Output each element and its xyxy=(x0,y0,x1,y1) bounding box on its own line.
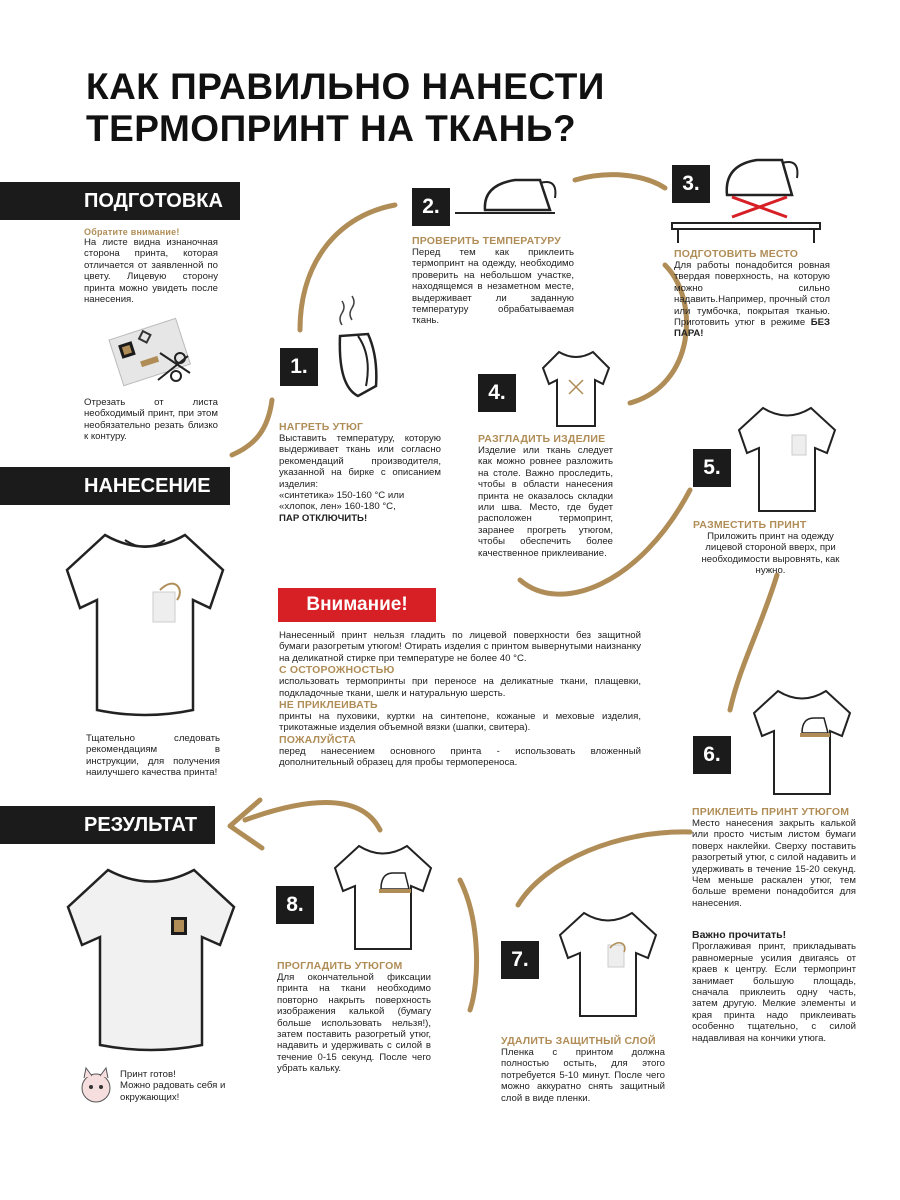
tshirt-smooth-icon xyxy=(541,350,611,430)
title-line-1: КАК ПРАВИЛЬНО НАНЕСТИ xyxy=(86,66,605,107)
prep-text: На листе видна изнаночная сторона принта, которая отличается от заявленной по цвету. Лицевую сторону принта можно увидеть после нанесения. xyxy=(84,237,218,306)
result-note-line-3: окружающих! xyxy=(120,1091,180,1103)
iron-icon xyxy=(455,165,565,225)
section-apply-label: НАНЕСЕНИЕ xyxy=(84,475,211,497)
tshirt-apply-icon xyxy=(65,530,225,720)
step-1-number: 1. xyxy=(280,348,318,386)
step-4-number: 4. xyxy=(478,374,516,412)
step-4-text: Изделие или ткань следует как можно ровнее разложить на столе. Важно проследить, чтобы в области нанесения принта не оказалось складки или шва. Место, где будет расположен термопринт, заранее прогреть утюгом, чтобы обеспечить более качественное приклеивание. xyxy=(478,445,613,559)
step-8 xyxy=(277,960,431,1075)
apply-note: Тщательно следовать рекомендациям в инструкции, для получения наилучшего качества принта! xyxy=(86,733,220,779)
step-8-title: ПРОГЛАДИТЬ УТЮГОМ xyxy=(277,960,403,972)
step-2-number: 2. xyxy=(412,188,450,226)
step-1-text: Выставить температуру, которую выдерживает ткань или согласно рекомендаций производителя, указанной на бирке с описанием изделия: xyxy=(279,433,441,490)
step-8-text: Для окончательной фиксации принта на ткани необходимо повторно накрыть поверхность изображения калькой (бумагу больше использовать нельзя!), затем поставить разогретый утюг, надавить и удерживать с силой в течение 0-15 секунд. После чего убрать кальку. xyxy=(277,972,431,1075)
table-no-steam-icon xyxy=(672,135,822,245)
step-5 xyxy=(693,519,848,577)
warning-text-3: принты на пуховики, куртки на синтепоне, кожаные и меховые изделия, трикотажные изделия объемной вязки (шапки, свитера). xyxy=(279,711,641,734)
step-5-title: РАЗМЕСТИТЬ ПРИНТ xyxy=(693,519,807,531)
step-3-title: ПОДГОТОВИТЬ МЕСТО xyxy=(674,248,799,260)
step-7 xyxy=(501,1035,665,1104)
step-1 xyxy=(279,421,441,524)
step-1-steam-off: ПАР ОТКЛЮЧИТЬ! xyxy=(279,512,368,524)
warning-text-2: использовать термопринты при переносе на деликатные ткани, плащевки, подкладочные ткани, шелк и натуральную шерсть. xyxy=(279,676,641,699)
tshirt-final-iron-icon xyxy=(333,843,433,953)
tshirt-peel-film-icon xyxy=(558,910,658,1020)
step-1-title: НАГРЕТЬ УТЮГ xyxy=(279,421,364,433)
section-result xyxy=(0,806,215,844)
step-2 xyxy=(412,235,574,327)
step-5-text: Приложить принт на одежду лицевой стороной вверх, при необходимости выровнять, как нужно. xyxy=(701,531,840,577)
cat-icon xyxy=(76,1068,116,1104)
prep-block xyxy=(84,227,218,305)
step-3-number: 3. xyxy=(672,165,710,203)
step-4-title: РАЗГЛАДИТЬ ИЗДЕЛИЕ xyxy=(478,433,606,445)
step-6-text: Место нанесения закрыть калькой или просто чистым листом бумаги поверх наклейки. Сверху поставить разогретый утюг, с силой надавить и удерживать в течение 15-20 секунд. Чем меньше раскален утюг, тем больше времени понадобится для нанесения. xyxy=(692,818,856,909)
step-5-number: 5. xyxy=(693,449,731,487)
step-6-number: 6. xyxy=(693,736,731,774)
section-apply xyxy=(0,467,230,505)
step-8-number: 8. xyxy=(276,886,314,924)
result-note xyxy=(120,1069,250,1103)
tshirt-iron-print-icon xyxy=(752,688,852,798)
warning-text-4: перед нанесением основного принта - использовать вложенный дополнительный образец для пробы термопереноса. xyxy=(279,745,641,769)
warning-text-1: Нанесенный принт нельзя гладить по лицевой поверхности без защитной бумаги разогретым утюгом! Отирать изделия с принтом вывернутыми наизнанку на деликатной стирке при температуре не более 40 °С. xyxy=(279,630,641,664)
step-3-text: Для работы понадобится ровная твердая поверхность, на которую можно сильно надавить.Например, прочный стол или тумбочка, покрытая тканью. Приготовить утюг в режиме xyxy=(674,260,830,329)
section-prep xyxy=(0,182,240,220)
result-note-line-2: Можно радовать себя и xyxy=(120,1080,226,1092)
step-1-temp-cotton: «хлопок, лен» 160-180 °С, xyxy=(279,501,396,513)
prep-cut-text: Отрезать от листа необходимый принт, при этом необязательно резать близко к контуру. xyxy=(84,397,218,443)
important-text: Проглаживая принт, прикладывать равномерные усилия двигаясь от краев к центру. Если термопринт занимает большую площадь, сначала приклеить одну часть, затем другую. Мелкие элементы и края принта надо приклеивать особенно тщательно, с силой надавливая на кончики утюга. xyxy=(692,941,856,1044)
step-4 xyxy=(478,433,613,559)
page-title xyxy=(86,66,605,150)
section-prep-label: ПОДГОТОВКА xyxy=(84,190,223,212)
important-block xyxy=(692,930,856,1044)
step-1-temp-synthetic: «синтетика» 150-160 °С или xyxy=(279,490,405,502)
step-2-title: ПРОВЕРИТЬ ТЕМПЕРАТУРУ xyxy=(412,235,561,247)
warning-badge: Внимание! xyxy=(278,588,436,622)
step-3 xyxy=(674,248,830,340)
iron-vertical-icon xyxy=(328,296,388,406)
step-2-text: Перед тем как приклеить термопринт на одежду, необходимо проверить на небольшом участке, находящемся в незаметном месте, выдерживает ли заданную температуру обрабатываемая ткань. xyxy=(412,247,574,327)
result-note-line-1: Принт готов! xyxy=(120,1069,176,1080)
step-6 xyxy=(692,806,856,909)
step-7-title: УДАЛИТЬ ЗАЩИТНЫЙ СЛОЙ xyxy=(501,1035,656,1047)
step-7-number: 7. xyxy=(501,941,539,979)
warning-heading-no-apply: НЕ ПРИКЛЕИВАТЬ xyxy=(279,699,378,712)
prep-attention: Обратите внимание! xyxy=(84,227,180,237)
step-6-title: ПРИКЛЕИТЬ ПРИНТ УТЮГОМ xyxy=(692,806,850,818)
section-result-label: РЕЗУЛЬТАТ xyxy=(84,814,198,836)
important-title: Важно прочитать! xyxy=(692,929,787,941)
tshirt-place-print-icon xyxy=(737,405,837,515)
print-sheet-scissors-icon xyxy=(110,318,200,388)
step-3-no-steam: БЕЗ ПАРА! xyxy=(674,317,830,340)
warning-block xyxy=(279,630,641,769)
tshirt-result-icon xyxy=(66,865,236,1055)
step-7-text: Пленка с принтом должна полностью остыть, для этого потребуется 5-10 минут. После чего можно аккуратно снять защитный слой в виде пленки. xyxy=(501,1047,665,1104)
warning-heading-please: ПОЖАЛУЙСТА xyxy=(279,733,356,746)
title-line-2: ТЕРМОПРИНТ НА ТКАНЬ? xyxy=(86,108,577,149)
warning-heading-careful: С ОСТОРОЖНОСТЬЮ xyxy=(279,664,395,677)
